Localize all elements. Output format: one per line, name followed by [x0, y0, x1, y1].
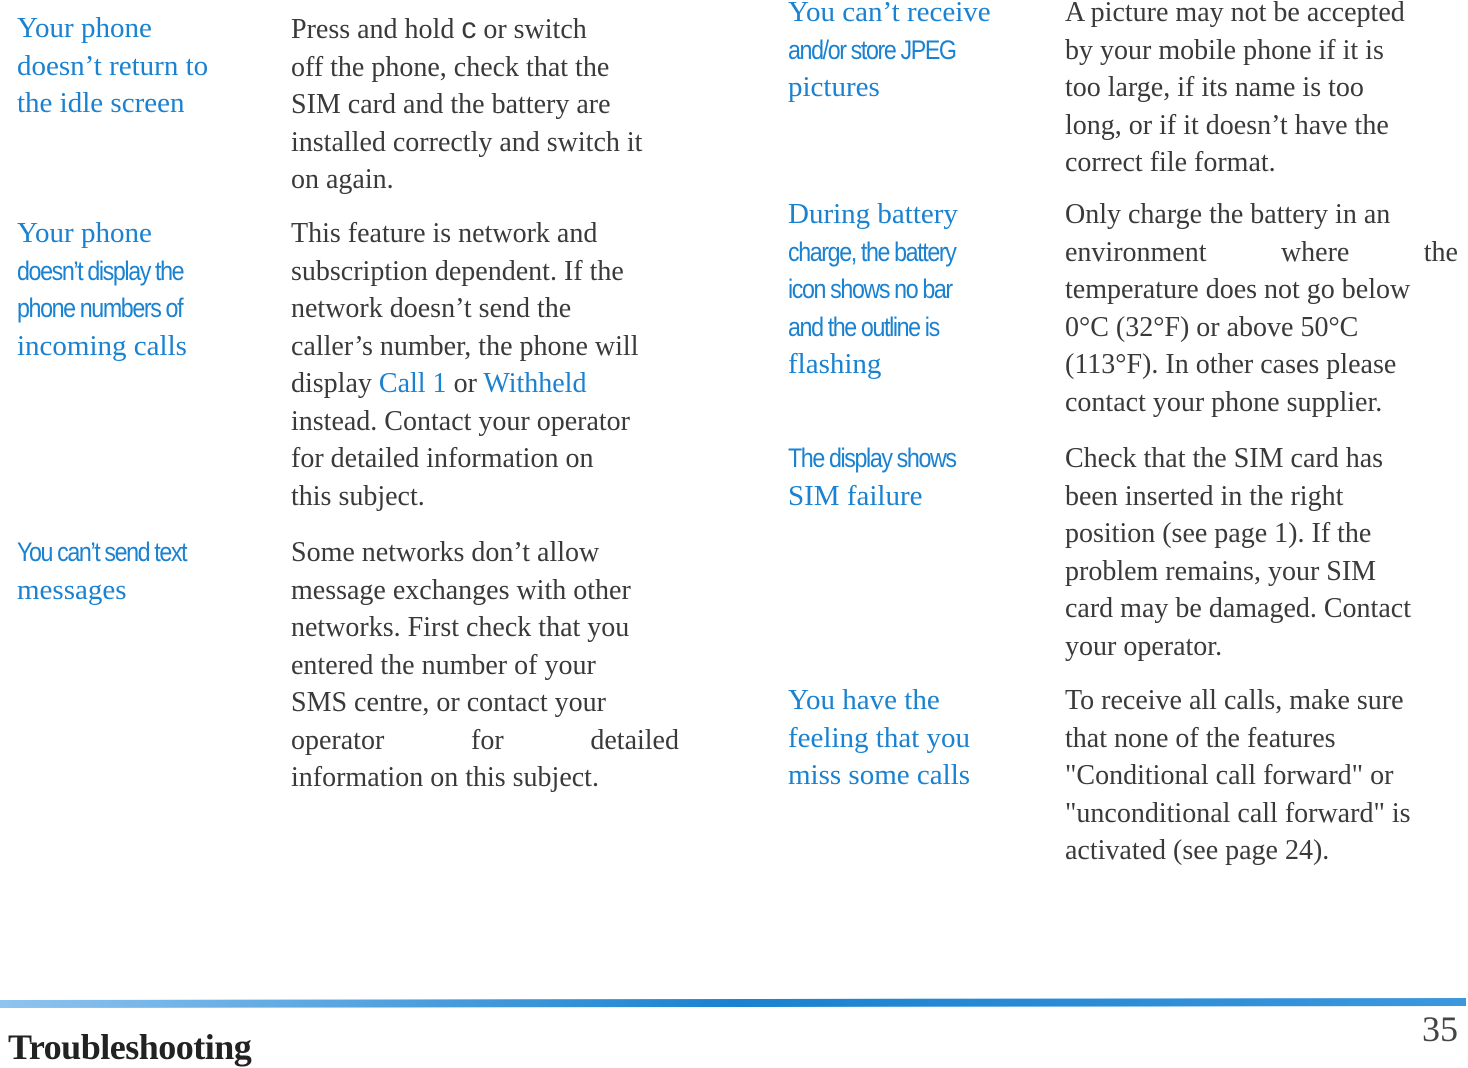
call-1-label: Call 1	[378, 368, 447, 399]
page-number: 35	[1422, 1009, 1458, 1049]
problem-jpeg: You can’t receive and/or store JPEG pictures	[788, 0, 991, 103]
problem-missed-calls: You have the feeling that you miss some calls	[788, 684, 971, 791]
problem-battery-charge: During battery charge, the battery icon shows no bar and the outline is flashing	[788, 198, 958, 380]
problem-text-messages: You can’t send text messages	[17, 537, 187, 606]
answer-idle-screen: Press and hold c or switch off the phone, check that the SIM card and the battery are installed correctly and switch it on again.	[291, 12, 643, 195]
section-title: Troubleshooting	[8, 1027, 252, 1067]
problem-caller-numbers: Your phone doesn’t display the phone numbers of incoming calls	[17, 217, 187, 362]
c-key-label: c	[461, 12, 477, 45]
problem-sim-failure: The display shows SIM failure	[788, 443, 956, 512]
answer-missed-calls: To receive all calls, make sure that none of the features "Conditional call forward" or "unconditional call forward" is activated (see page 24).	[1065, 685, 1411, 866]
withheld-label: Withheld	[483, 368, 587, 399]
answer-jpeg: A picture may not be accepted by your mobile phone if it is too large, if its name is too long, or if it doesn’t have the correct file format.	[1065, 0, 1405, 178]
answer-text-messages: Some networks don’t allow message exchanges with other networks. First check that you entered the number of your SMS centre, or contact your operator for detailed information on this subject.	[291, 537, 679, 793]
problem-idle-screen: Your phone doesn’t return to the idle screen	[17, 12, 209, 119]
footer-divider	[0, 998, 1466, 1008]
answer-battery-charge: Only charge the battery in an environment where the temperature does not go below 0°C (32°F) or above 50°C (113°F). In other cases please contact your phone supplier.	[1065, 199, 1458, 418]
answer-caller-numbers: This feature is network and subscription dependent. If the network doesn’t send the caller’s number, the phone will display Call 1 or Withheld instead. Contact your operator for detailed information on this subject.	[291, 218, 639, 512]
answer-sim-failure: Check that the SIM card has been inserted in the right position (see page 1). If the problem remains, your SIM card may be damaged. Contact your operator.	[1065, 443, 1411, 662]
